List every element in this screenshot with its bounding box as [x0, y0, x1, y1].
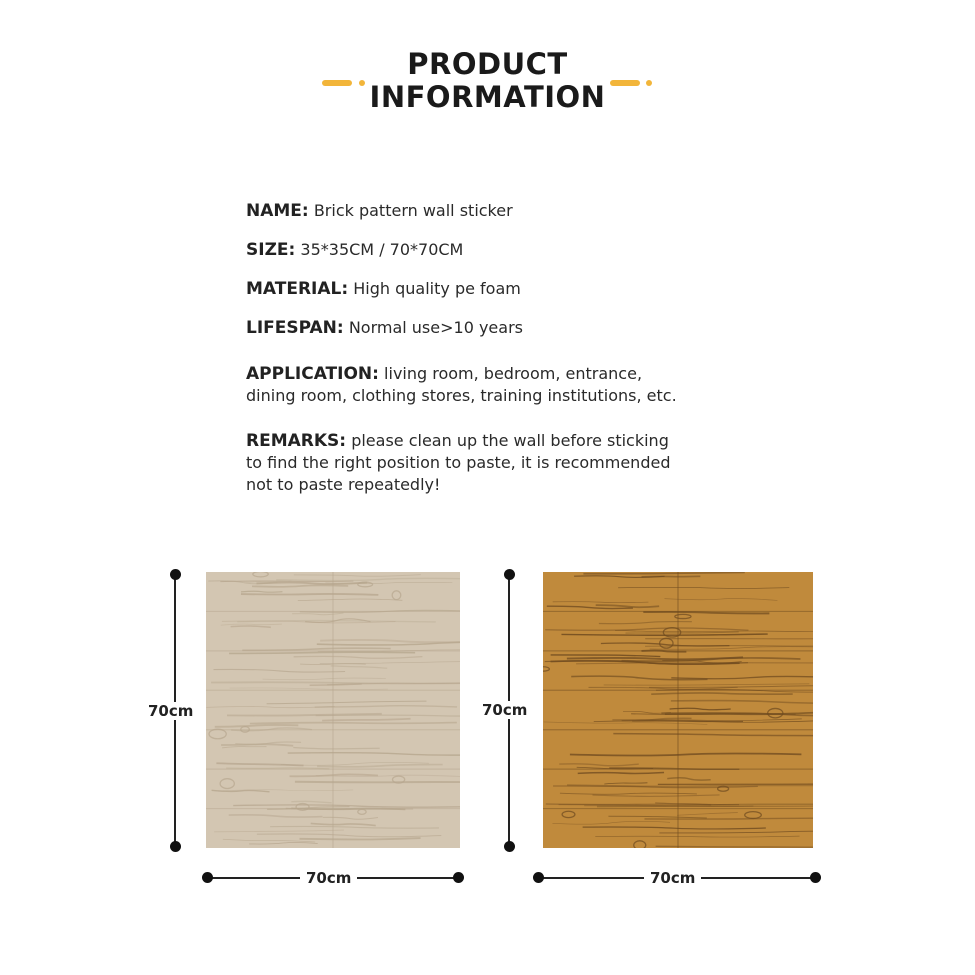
- right-width-label: 70cm: [644, 869, 701, 887]
- right-height-label: 70cm: [482, 701, 528, 719]
- left-height-top-dot: [170, 569, 181, 580]
- size-row: [246, 239, 463, 261]
- material-label: MATERIAL:: [246, 279, 349, 299]
- light-wood-panel: [206, 572, 460, 848]
- wood-grain: [250, 723, 457, 724]
- left-width-left-dot: [202, 872, 213, 883]
- left-accent-dot: [359, 80, 365, 86]
- wood-grain: [241, 594, 378, 595]
- remarks-label: REMARKS:: [246, 431, 347, 451]
- dark-wood-panel: [543, 572, 813, 848]
- lifespan-value: Normal use>10 years: [348, 318, 523, 337]
- left-height-bottom-dot: [170, 841, 181, 852]
- remarks-value-1: please clean up the wall before sticking: [351, 431, 669, 450]
- name-label: NAME:: [246, 201, 309, 221]
- right-width-right-dot: [810, 872, 821, 883]
- right-height-bottom-dot: [504, 841, 515, 852]
- left-accent-dash: [322, 80, 352, 86]
- remarks-value-3: not to paste repeatedly!: [246, 475, 441, 494]
- left-width-label: 70cm: [300, 869, 357, 887]
- light-wood-texture: [206, 572, 460, 848]
- lifespan-label: LIFESPAN:: [246, 318, 344, 338]
- left-height-label: 70cm: [148, 702, 194, 720]
- size-label: SIZE:: [246, 240, 296, 260]
- page-title: [0, 48, 975, 114]
- name-value: Brick pattern wall sticker: [313, 201, 513, 220]
- application-value-1: living room, bedroom, entrance,: [384, 364, 643, 383]
- left-width-right-dot: [453, 872, 464, 883]
- material-row: [246, 278, 521, 300]
- application-value-2: dining room, clothing stores, training institutions, etc.: [246, 386, 677, 405]
- right-width-left-dot: [533, 872, 544, 883]
- title-line-2: INFORMATION: [369, 80, 606, 114]
- right-accent-dash: [610, 80, 640, 86]
- remarks-value-2: to find the right position to paste, it is recommended: [246, 453, 671, 472]
- wood-grain: [578, 773, 664, 774]
- dark-wood-texture: [543, 572, 813, 848]
- application-label: APPLICATION:: [246, 364, 379, 384]
- title-line-1: PRODUCT: [407, 47, 568, 81]
- right-accent-dot: [646, 80, 652, 86]
- wood-grain: [295, 782, 460, 783]
- material-value: High quality pe foam: [353, 279, 521, 298]
- name-row: [246, 200, 513, 222]
- size-value: 35*35CM / 70*70CM: [300, 240, 464, 259]
- right-height-top-dot: [504, 569, 515, 580]
- application-row: [246, 363, 677, 407]
- remarks-row: [246, 430, 670, 496]
- lifespan-row: [246, 317, 523, 339]
- wood-grain: [658, 784, 813, 785]
- wood-grain: [632, 721, 743, 722]
